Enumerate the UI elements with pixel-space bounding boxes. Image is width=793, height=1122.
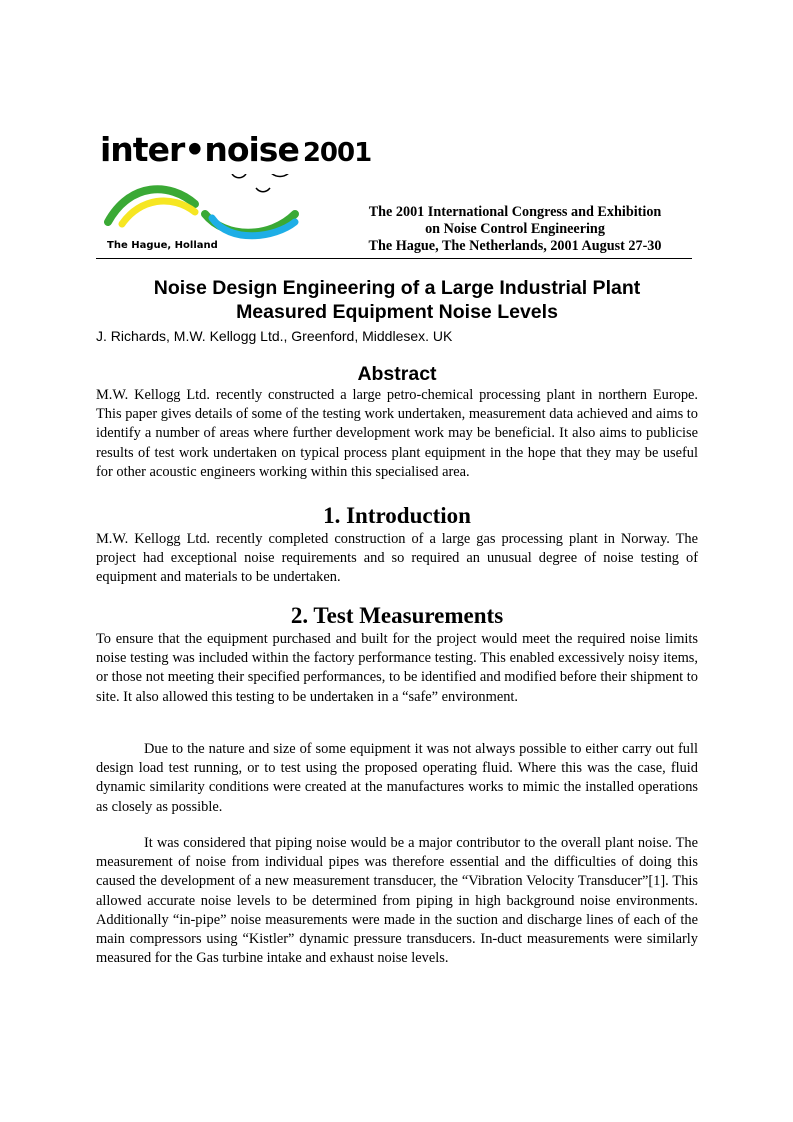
logo-bird-icon — [270, 174, 290, 177]
logo-bird-icon — [232, 174, 246, 178]
logo-wordmark — [100, 130, 371, 173]
conference-line-1: The 2001 International Congress and Exhibition — [368, 204, 662, 220]
paper-title-line-1: Noise Design Engineering of a Large Industrial Plant — [153, 277, 641, 299]
header-divider — [96, 258, 692, 259]
section-heading-test-measurements: 2. Test Measurements — [290, 603, 504, 628]
logo-bird-icon — [256, 188, 270, 192]
test-measurements-paragraph-1: To ensure that the equipment purchased and built for the project would meet the required noise limits noise testing was included within the factory performance testing. This enabled excessively noisy items, or those not meeting their specified performances, to be identified and modified before their shipment to site. It also allowed this testing to be undertaken in a “safe” environment. — [96, 631, 698, 705]
conference-info — [340, 204, 690, 255]
abstract-heading: Abstract — [357, 363, 437, 385]
paper-title-line-2: Measured Equipment Noise Levels — [236, 301, 558, 323]
test-measurements-paragraph-3: It was considered that piping noise would be a major contributor to the overall plant noise. The measurement of noise from individual pipes was therefore essential and the difficulties of doing this caused the development of a new measurement transducer, the “Vibration Velocity Transducer”[1]. This allowed accurate noise levels to be determined from piping in high background noise environments. Additionally “in-pipe” noise measurements were made in the suction and discharge lines of each of the main compressors using “Kistler” dynamic pressure transducers. In-duct measurements were similarly measured for the Gas turbine intake and exhaust noise levels. — [96, 835, 698, 967]
conference-line-3: The Hague, The Netherlands, 2001 August 27-30 — [368, 238, 662, 254]
section-heading-introduction: 1. Introduction — [323, 503, 471, 528]
abstract-text: M.W. Kellogg Ltd. recently constructed a large petro-chemical processing plant in northern Europe. This paper gives details of some of the testing work undertaken, measurement data achieved and aims to identify a number of areas where further development work may be beneficial. It also aims to publicise results of test work undertaken on typical process plant equipment in the hope that they may be useful for other acoustic engineers working within this specialised area. — [96, 387, 698, 480]
paper-title — [96, 276, 698, 324]
conference-line-2: on Noise Control Engineering — [425, 221, 605, 237]
test-measurements-paragraph-2: Due to the nature and size of some equipment it was not always possible to either carry out full design load test running, or to test using the proposed operating fluid. Where this was the case, fluid dynamic similarity conditions were created at the manufactures works to mimic the installed operations as closely as possible. — [96, 741, 698, 815]
logo-word-year: 2001 — [302, 138, 372, 168]
conference-logo — [100, 130, 372, 260]
logo-yellow-wave — [122, 201, 195, 224]
logo-word-main: inter•noise — [100, 130, 299, 169]
logo-waves-graphic — [100, 174, 340, 244]
paper-authors: J. Richards, M.W. Kellogg Ltd., Greenford, Middlesex. UK — [96, 328, 453, 344]
logo-caption: The Hague, Holland — [107, 240, 218, 251]
introduction-text: M.W. Kellogg Ltd. recently completed construction of a large gas processing plant in Norway. The project had exceptional noise requirements and so required an unusual degree of noise testing of equipment and materials to be undertaken. — [96, 531, 698, 586]
